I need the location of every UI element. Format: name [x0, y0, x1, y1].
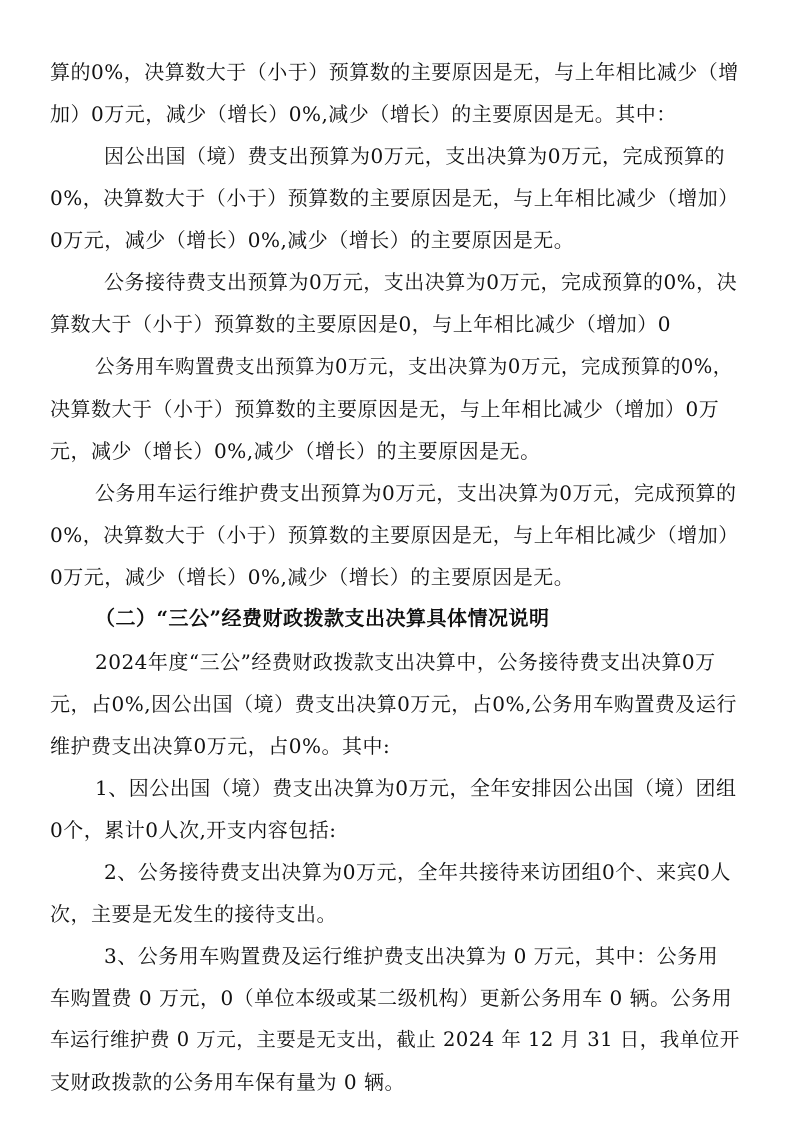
body-line: 公务接待费支出预算为0万元，支出决算为0万元，完成预算的0%，决 [104, 270, 738, 294]
body-line: 算数大于（小于）预算数的主要原因是0，与上年相比减少（增加）0 [50, 312, 671, 336]
body-line: 决算数大于（小于）预算数的主要原因是无，与上年相比减少（增加）0万 [50, 397, 720, 421]
section-heading: （二）“三公”经费财政拨款支出决算具体情况说明 [95, 606, 550, 630]
body-line: 公务用车购置费支出预算为0万元，支出决算为0万元，完成预算的0%， [95, 355, 733, 378]
body-line: 0万元，减少（增长）0%,减少（增长）的主要原因是无。 [50, 565, 575, 589]
body-line: 0%，决算数大于（小于）预算数的主要原因是无，与上年相比减少（增加） [50, 523, 739, 547]
body-line: 加）0万元，减少（增长）0%,减少（增长）的主要原因是无。其中： [50, 102, 677, 126]
body-line: 1、因公出国（境）费支出决算为0万元，全年安排因公出国（境）团组 [95, 776, 737, 800]
body-line: 支财政拨款的公务用车保有量为 0 辆。 [50, 1070, 405, 1094]
body-line: 2024年度“三公”经费财政拨款支出决算中，公务接待费支出决算0万 [95, 650, 716, 674]
body-line: 0万元，减少（增长）0%,减少（增长）的主要原因是无。 [50, 228, 575, 252]
body-line: 维护费支出决算0万元，占0%。其中: [50, 734, 391, 758]
body-line: 车购置费 0 万元，0（单位本级或某二级机构）更新公务用车 0 辆。公务用 [50, 986, 733, 1010]
body-line: 算的0%，决算数大于（小于）预算数的主要原因是无，与上年相比减少（增 [50, 60, 739, 84]
body-line: 3、公务用车购置费及运行维护费支出决算为 0 万元，其中：公务用 [104, 944, 719, 968]
body-line: 元，占0%,因公出国（境）费支出决算0万元，占0%,公务用车购置费及运行 [50, 692, 737, 716]
body-line: 次，主要是无发生的接待支出。 [50, 902, 337, 926]
body-line: 公务用车运行维护费支出预算为0万元，支出决算为0万元，完成预算的 [95, 481, 737, 505]
body-line: 0%，决算数大于（小于）预算数的主要原因是无，与上年相比减少（增加） [50, 186, 739, 210]
body-line: 2、公务接待费支出决算为0万元，全年共接待来访团组0个、来宾0人 [104, 860, 731, 884]
body-line: 0个，累计0人次,开支内容包括: [50, 818, 337, 842]
body-line: 车运行维护费 0 万元，主要是无支出，截止 2024 年 12 月 31 日，我单位开 [50, 1028, 740, 1051]
body-line: 因公出国（境）费支出预算为0万元，支出决算为0万元，完成预算的 [104, 144, 725, 168]
body-line: 元，减少（增长）0%,减少（增长）的主要原因是无。 [50, 439, 541, 463]
